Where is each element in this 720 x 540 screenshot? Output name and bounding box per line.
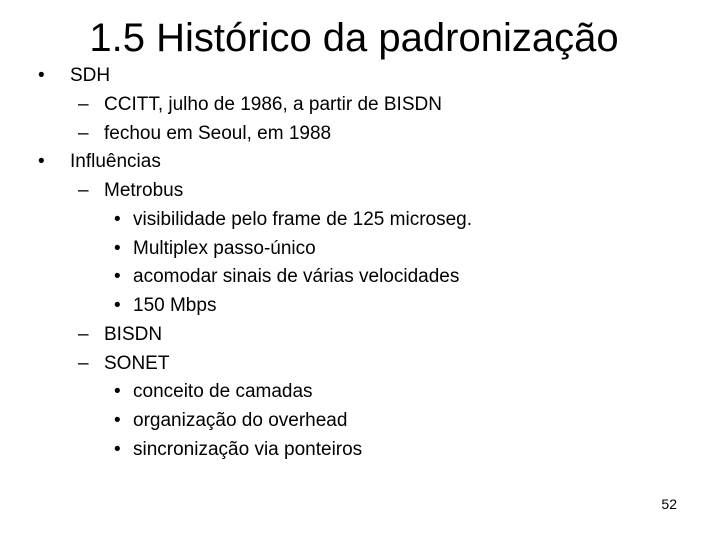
page-number: 52 [661, 496, 677, 512]
sub-sub-bullet-text: conceito de camadas [133, 381, 313, 403]
sub-sub-bullet-text: organização do overhead [133, 410, 348, 431]
slide-title: 1.5 Histórico da padronização [89, 16, 619, 60]
sub-bullet-seoul [0, 120, 720, 149]
bullet-marker: • [114, 381, 121, 403]
bullet-marker: • [114, 295, 121, 316]
bullet-influencias [0, 148, 720, 177]
sub-bullet-bisdn [0, 321, 720, 350]
sub-bullet-ccitt [0, 91, 720, 120]
sub-sub-bullet-text: 150 Mbps [133, 295, 217, 316]
bullet-marker: • [114, 410, 121, 431]
dash-marker: – [78, 122, 89, 144]
sub-sub-bullet [0, 407, 720, 436]
sub-sub-bullet [0, 378, 720, 407]
sub-sub-bullet-text: acomodar sinais de várias velocidades [133, 266, 460, 288]
sub-bullet-metrobus [0, 177, 720, 206]
bullet-marker: • [114, 208, 121, 230]
sub-sub-bullet [0, 436, 720, 465]
sub-bullet-text: Metrobus [104, 180, 184, 201]
sub-sub-bullet [0, 206, 720, 235]
bullet-marker: • [38, 151, 45, 173]
bullet-marker: • [114, 237, 121, 259]
bullet-list [0, 62, 720, 465]
sub-bullet-text: fechou em Seoul, em 1988 [104, 122, 332, 144]
bullet-marker: • [38, 65, 45, 86]
bullet-sdh [0, 62, 720, 91]
sub-bullet-text: BISDN [104, 323, 163, 345]
sub-sub-bullet-text: sincronização via ponteiros [133, 438, 363, 460]
dash-marker: – [78, 93, 89, 115]
sub-bullet-sonet [0, 350, 720, 379]
dash-marker: – [78, 352, 89, 374]
bullet-text: SDH [70, 65, 111, 86]
bullet-marker: • [114, 266, 121, 288]
sub-bullet-text: SONET [104, 352, 170, 374]
sub-sub-bullet [0, 235, 720, 264]
bullet-marker: • [114, 438, 121, 460]
dash-marker: – [78, 323, 89, 345]
sub-sub-bullet-text: visibilidade pelo frame de 125 microseg. [133, 208, 473, 230]
bullet-text: Influências [70, 151, 161, 173]
dash-marker: – [78, 180, 89, 201]
sub-bullet-text: CCITT, julho de 1986, a partir de BISDN [104, 93, 442, 115]
sub-sub-bullet [0, 292, 720, 321]
sub-sub-bullet [0, 263, 720, 292]
sub-sub-bullet-text: Multiplex passo-único [133, 237, 316, 259]
